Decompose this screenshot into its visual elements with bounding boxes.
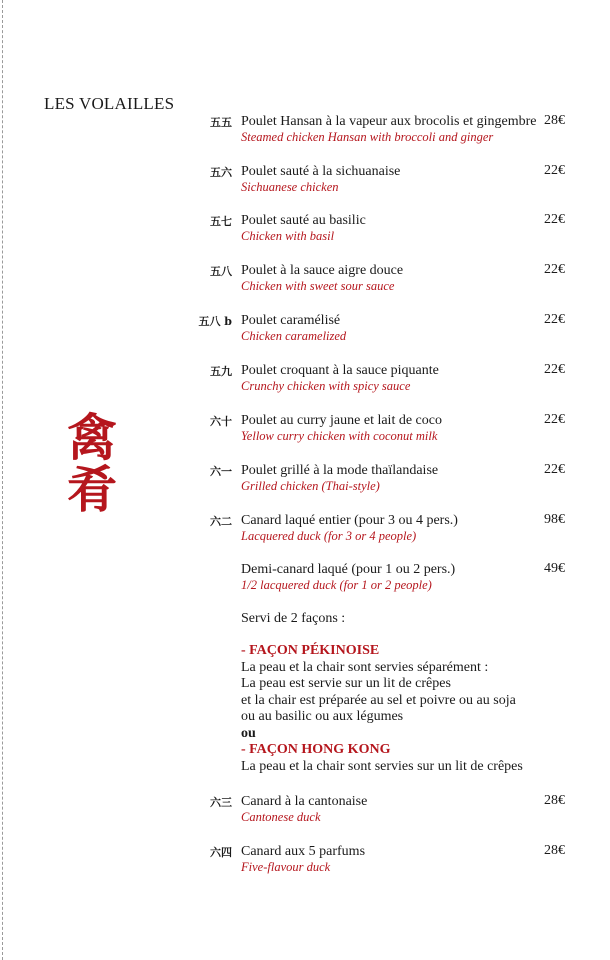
item-number: 六四 xyxy=(210,846,232,859)
item-number: 六二 xyxy=(210,515,232,528)
item-price: 22€ xyxy=(544,262,565,277)
item-name-fr: Poulet caramélisé xyxy=(241,313,341,328)
item-name-fr: Poulet sauté à la sichuanaise xyxy=(241,164,401,179)
item-number: 五七 xyxy=(210,215,232,228)
item-price: 28€ xyxy=(544,113,565,128)
item-number: 五八 b xyxy=(198,315,232,328)
hongkong-line: La peau et la chair sont servies sur un lit de crêpes xyxy=(241,758,523,774)
item-name-en: Steamed chicken Hansan with broccoli and ginger xyxy=(241,130,494,144)
pekin-line: et la chair est préparée au sel et poivre ou au soja xyxy=(241,692,516,708)
item-price: 22€ xyxy=(544,362,565,377)
pekin-line: ou au basilic ou aux légumes xyxy=(241,709,404,724)
item-price: 28€ xyxy=(544,843,565,858)
servi-text: Servi de 2 façons : xyxy=(241,611,346,626)
calligraphy-logo xyxy=(60,408,124,519)
item-name-en: Lacquered duck (for 3 or 4 people) xyxy=(241,529,417,543)
item-name-en: Chicken with sweet sour sauce xyxy=(241,279,395,293)
item-number: 六十 xyxy=(210,415,232,428)
pekin-title: - FAÇON PÉKINOISE xyxy=(241,643,380,658)
item-name-fr: Canard à la cantonaise xyxy=(241,794,368,809)
item-name-fr: Poulet sauté au basilic xyxy=(241,213,366,228)
item-name-en: 1/2 lacquered duck (for 1 or 2 people) xyxy=(241,578,432,592)
item-number: 六一 xyxy=(210,465,232,478)
item-number: 五六 xyxy=(210,166,232,179)
item-name-fr: Poulet Hansan à la vapeur aux brocolis et gingembre xyxy=(241,114,537,129)
pekin-section xyxy=(241,643,523,775)
page-left-border xyxy=(2,0,3,960)
item-name-en: Grilled chicken (Thai-style) xyxy=(241,479,380,493)
item-name-fr: Poulet à la sauce aigre douce xyxy=(241,263,404,278)
item-name-en: Crunchy chicken with spicy sauce xyxy=(241,379,411,393)
calligraphy-char-2: 肴 xyxy=(67,460,117,519)
item-price: 98€ xyxy=(544,512,565,527)
item-price: 22€ xyxy=(544,163,565,178)
item-name-fr: Poulet grillé à la mode thaïlandaise xyxy=(241,463,439,478)
item-number: 五九 xyxy=(210,365,232,378)
item-name-fr: Poulet au curry jaune et lait de coco xyxy=(241,413,442,428)
item-number: 六三 xyxy=(210,796,232,809)
item-name-en: Chicken caramelized xyxy=(241,329,347,343)
item-name-en: Sichuanese chicken xyxy=(241,180,339,194)
calligraphy-char-1: 禽 xyxy=(67,408,117,467)
item-price: 49€ xyxy=(544,561,565,576)
item-name-fr: Poulet croquant à la sauce piquante xyxy=(241,363,439,378)
item-price: 22€ xyxy=(544,412,565,427)
pekin-line: La peau est servie sur un lit de crêpes xyxy=(241,676,451,691)
item-name-en: Yellow curry chicken with coconut milk xyxy=(241,429,438,443)
item-price: 22€ xyxy=(544,212,565,227)
section-title: LES VOLAILLES xyxy=(44,94,175,113)
item-number: 五八 xyxy=(210,265,232,278)
hongkong-title: - FAÇON HONG KONG xyxy=(241,742,391,757)
item-name-fr: Demi-canard laqué (pour 1 ou 2 pers.) xyxy=(241,562,456,577)
item-name-en: Cantonese duck xyxy=(241,810,321,824)
item-name-en: Chicken with basil xyxy=(241,229,335,243)
item-name-fr: Canard laqué entier (pour 3 ou 4 pers.) xyxy=(241,513,458,528)
item-name-fr: Canard aux 5 parfums xyxy=(241,844,366,859)
item-number: 五五 xyxy=(210,116,232,129)
item-price: 28€ xyxy=(544,793,565,808)
item-price: 22€ xyxy=(544,312,565,327)
item-price: 22€ xyxy=(544,462,565,477)
pekin-line: La peau et la chair sont servies séparément : xyxy=(241,659,489,675)
ou-text: ou xyxy=(241,725,256,741)
item-name-en: Five-flavour duck xyxy=(241,860,331,874)
